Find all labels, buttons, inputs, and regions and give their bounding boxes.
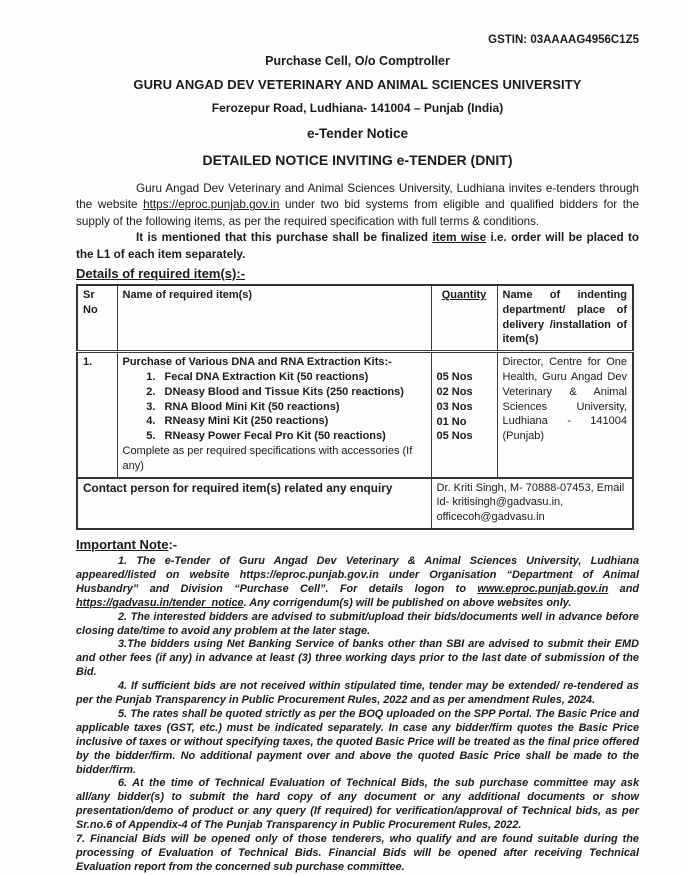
university-name: GURU ANGAD DEV VETERINARY AND ANIMAL SCIENCES UNIVERSITY xyxy=(133,77,582,92)
kit-list xyxy=(123,370,426,444)
text-segment: under two bid systems from eligible and qualified bidders for the supply of the following items, as per the required specification with full terms & conditions. xyxy=(76,198,639,228)
text-segment: . Any corrigendum(s) will be published on above websites only. xyxy=(243,596,572,609)
link-text: www.eproc.punjab.gov.in xyxy=(477,582,609,595)
text-segment: 3.The bidders using Net Banking Service of banks other than SBI are advised to submit their EMD and other fees (if any) in advance at least (3) three working days prior to the last date of submission of the Bid. xyxy=(76,638,639,679)
details-heading: Details of required item(s):- xyxy=(76,266,246,282)
row1-department: Director, Centre for One Health, Guru Angad Dev Veterinary & Animal Sciences University, Ludhiana - 141004 (Punjab) xyxy=(497,352,633,478)
note-paragraph-5 xyxy=(76,708,639,778)
office-line: Purchase Cell, O/o Comptroller xyxy=(265,54,450,68)
row1-quantities xyxy=(431,352,497,478)
row1-item-description xyxy=(117,352,431,478)
row1-item-title: Purchase of Various DNA and RNA Extraction Kits:- xyxy=(122,356,392,369)
link-text: item wise xyxy=(432,231,487,245)
contact-row xyxy=(77,478,633,529)
kit-list-item: 1. Fecal DNA Extraction Kit (50 reactions) xyxy=(159,370,426,385)
note-paragraph-2 xyxy=(76,611,639,639)
gstin-label: GSTIN: 03AAAAG4956C1Z5 xyxy=(488,34,639,46)
kit-list-item: 2. DNeasy Blood and Tissue Kits (250 reactions) xyxy=(159,385,426,400)
kit-list-item: 5. RNeasy Power Fecal Pro Kit (50 reactions) xyxy=(159,429,426,444)
note-paragraph-3 xyxy=(76,638,639,680)
text-segment: Guru Angad Dev Veterinary and Animal Sciences University, Ludhiana invites e-tenders through the website xyxy=(76,182,639,212)
text-segment: 5. The rates shall be quoted strictly as per the BOQ uploaded on the SPP Portal. The Basic Price and applicable taxes (GST, etc.) must be indicated separately. In case any bidder/firm quotes the Basic Price inclusive of taxes or without specifying taxes, the quoted Basic Price will be treated as the final price offered by the bidder/firm. No additional payment over and above the quoted Basic Price shall be made to the bidder/firm. xyxy=(76,707,639,776)
row1-sr-no: 1. xyxy=(77,352,117,478)
note-paragraph-7 xyxy=(76,833,639,875)
quantity-value: 05 Nos xyxy=(436,430,473,443)
note-paragraph-4 xyxy=(76,680,639,708)
note-paragraph-6 xyxy=(76,777,639,833)
address-line: Ferozepur Road, Ludhiana- 141004 – Punjab (India) xyxy=(211,101,504,115)
quantity-value: 01 No xyxy=(436,415,467,428)
col-header-department: Name of indenting department/ place of delivery /installation of item(s) xyxy=(497,285,633,352)
link-text: https://eproc.punjab.gov.in xyxy=(143,198,280,212)
row1-item-note: Complete as per required specifications with accessories (If any) xyxy=(122,445,413,472)
col-header-quantity: Quantity xyxy=(431,285,497,352)
quantity-value: 03 Nos xyxy=(436,400,473,413)
dnit-title: DETAILED NOTICE INVITING e-TENDER (DNIT) xyxy=(202,152,513,168)
table-header-row xyxy=(77,285,633,352)
text-segment: i.e. order will be placed to the L1 of each item separately. xyxy=(76,231,639,261)
col-header-item-name: Name of required item(s) xyxy=(117,285,431,352)
kit-list-item: 3. RNA Blood Mini Kit (50 reactions) xyxy=(159,400,426,415)
text-segment: and xyxy=(608,582,640,595)
col-header-sr-no: Sr No xyxy=(77,285,117,352)
note-paragraph-1 xyxy=(76,555,639,611)
tender-notice-title: e-Tender Notice xyxy=(306,126,409,141)
text-segment: 7. Financial Bids will be opened only of those tenderers, who qualify and are found suitable during the processing of Evaluation of Technical Bids. Financial Bids will be opened after receiving Technical Evaluation report from the concerned sub purchase committee. xyxy=(76,833,639,873)
item-wise-paragraph xyxy=(76,230,639,263)
kit-list-item: 4. RNeasy Mini Kit (250 reactions) xyxy=(159,414,426,429)
text-segment: It is mentioned that this purchase shall be finalized xyxy=(136,231,433,245)
quantity-value: 05 Nos xyxy=(436,371,473,384)
text-segment: 6. At the time of Technical Evaluation of Technical Bids, the sub purchase committee may ask all/any bidder(s) to submit the hard copy of any document or any additional documents or show presentation/demo of product or any query (If required) for verification/approval of Technical bids, as per Sr.no.6 of Appendix-4 of The Punjab Transparency in Public Procurement Rules, 2022. xyxy=(76,777,639,832)
link-text: https://gadvasu.in/tender_notice xyxy=(76,596,244,609)
quantity-value: 02 Nos xyxy=(436,386,473,399)
required-items-table xyxy=(76,284,634,530)
text-segment: 2. The interested bidders are advised to submit/upload their bids/documents well in advance before closing date/time to avoid any problem at the later stage. xyxy=(76,610,639,637)
important-note-heading: Important Note:- xyxy=(76,536,178,552)
contact-label: Contact person for required item(s) related any enquiry xyxy=(77,478,431,529)
text-segment: 1. The e-Tender of Guru Angad Dev Veterinary & Animal Sciences University, Ludhiana appeared/listed on website https://eproc.punjab.gov.in under Organisation “Department of Animal Husbandry” and Division “Purchase Cell”. For details logon to xyxy=(76,554,639,595)
contact-value: Dr. Kriti Singh, M- 70888-07453, Email Id- kritisingh@gadvasu.in, officecoh@gadvasu.in xyxy=(431,478,633,529)
item-row-1 xyxy=(77,352,633,478)
intro-paragraph xyxy=(76,181,639,230)
text-segment: 4. If sufficient bids are not received within stipulated time, tender may be extended/ re-tendered as per the Punjab Transparency in Public Procurement Rules, 2022 and as per amendment Rules, 2024. xyxy=(76,680,639,707)
